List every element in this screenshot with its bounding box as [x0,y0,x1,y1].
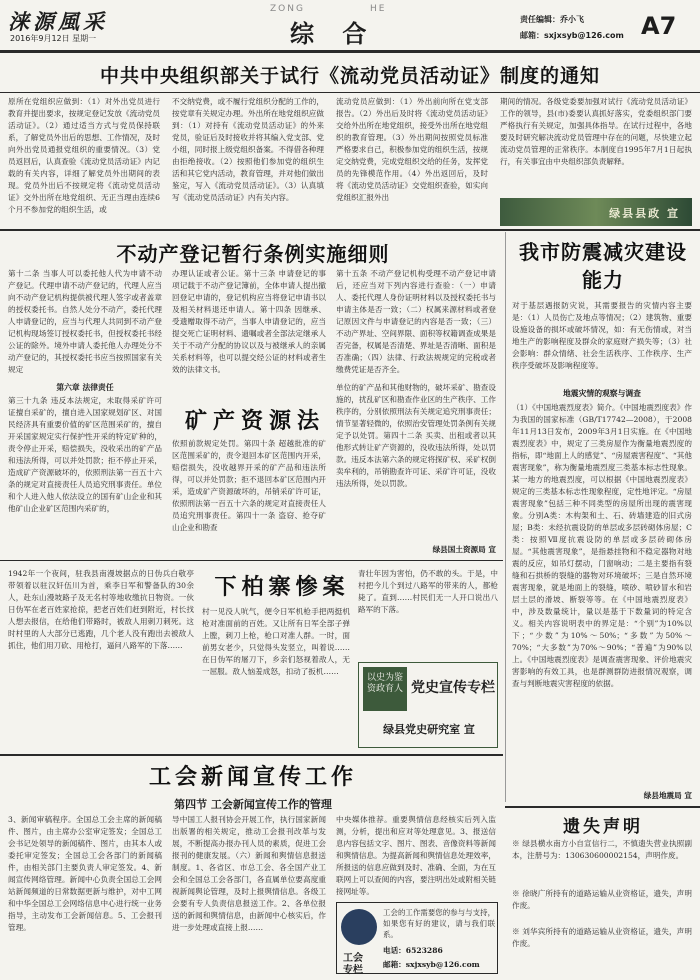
article3-headline [510,238,696,294]
party-ad-title: 党史宣传专栏 [411,680,495,696]
page-number: A7 [641,12,677,40]
article3-subtitle: 地震灾情的观察与调查 [563,389,641,398]
party-history-ad [358,662,498,748]
email-label: 邮箱：sxjxsyb@126.com [520,31,624,40]
party-ad-sign: 绿县党史研究室 宣 [383,723,475,736]
pinyin-left: ZONG [270,4,305,14]
article1-photo [500,198,692,226]
article2-col3b: 单位的矿产品和其他财物的，破坏采矿、勘查设施的，扰乱矿区和勘查作业区的生产秩序、工作秩序的，分别依照刑法有关规定追究刑事责任；情节显著轻微的，依照治安管理处罚条例有关规定予以处罚。第四十二条 买卖、出租或者以其他形式转让矿产资源的，没收违法所得，处以罚款。违反本法第六条的规定将探矿权、采矿权倒卖牟利的，吊销勘查许可证、采矿许可证，没收违法所得，处以罚款。 [336,383,496,488]
article5-col3: 中央媒体推荐。重要舆情信息经核实后列入监测，分析，提出和应对等处理意见。3、报送信息内容包括文字、图片、图表、音像资料等新闻和舆情信息。为提高新闻和舆情信息处理效率，所报送的信息应做到及时、准确、全面，为在互联网上可以查阅的内容，要注明出处或附相关链接网址等。 [336,815,496,896]
article4-col2: 村一见没人吭气，便令日军机枪手把两挺机枪对准面前的百姓。又让所有日军全部子弹上膛，刺刀上枪，枪口对准人群。一时，面前男女老少，只觉得头发竖立，叫着说……在日伪军的屠刀下，乡亲们怒视着敌人，无一屈服。敌人恼羞成怒，扣动了扳机…… [202,607,350,676]
article1-bottom-rule [0,229,700,231]
article1-col3: 流动党员应做到：（1）外出前向所在党支部报告。（2）外出后及时将《流动党员活动证》交给外出所在地党组织，接受外出所在地党组织的教育管理。（3）外出期间按照党员标准严格要求自己，积极参加党的组织生活，按规定交纳党费，完成党组织交给的任务，发挥党员的先锋模范作用。（4）外出返回后，及时将《流动党员活动证》交党组织查验，如实向党组织汇报外出 [336,97,488,202]
right-column-divider [505,232,506,802]
lost-notice-line2: ※ 徐晓广所持有的道路运输从业资格证，遗失，声明作废。 [512,889,692,910]
union-logo-text: 工会 [343,953,363,964]
article4-headline: 下柏寨惨案 [214,575,350,600]
article4-col3: 青壮年因为害怕，仍不敢的头。于是，中村把今儿个到过八路军的带来的人，都枪毙了。直到……村民们无一人开口说出八路军的下落。 [358,569,498,614]
paper-name: 涞源風采 [8,10,108,34]
article3-sign: 绿县地震局 宣 [643,791,692,800]
article5-headline: 工会新闻宣传工作 [148,765,357,790]
lost-notice-title: 遗失声明 [563,817,643,837]
article3-headline-text: 我市防震减灾建设能力 [519,240,687,292]
photo-caption: 绿县县政 宣 [609,207,680,220]
article1-col4: 期间的情况。各级党委要加强对试行《流动党员活动证》工作的领导，县(市)委要认真抓好落实，党委组织部门要严格执行有关规定，加强具体指导。在试行过程中，各地要及时研究解决流动党员管理中存在的问题，尽快建立起流动党员管理的正常秩序。本制度自1995年7月1日起执行，有关事宜由中央组织部负责解释。 [500,97,692,166]
article1-rule [0,92,700,93]
lost-notice-line3: ※ 刘华宾所持有的道路运输从业资格证，遗失，声明作废。 [512,927,692,948]
article4-bottom-rule [0,754,503,756]
article4-col1: 1942年一个夜间，驻我县南漫坡据点的日伪兵白敬亭带领着以驻汉奸伍川为首，乘李日军和警备队的30余人，赴东山漫坡路子及无名村等地收缴抗日物资。一伙日伪军在老百姓家抢掠，把老百姓们赶到附近，村长找人想去报信，在给他们带路时，被敌人用刺刀刺死。这时村里的人大部分已逃跑，几个老人没有跑出去被敌人抓住，他们用刀砍、用枪打，逼问八路军的下落…… [8,569,194,650]
issue-date: 2016年9月12日 星期一 [10,34,97,43]
union-ad [336,902,498,974]
article2-bottom-rule [0,560,503,561]
article3-col-a: 对于基层遇报防灾说，其需要报告的灾情内容主要是：（1）人员伤亡及地点等情况；（2）建筑物、重要设施设备的损坏或破坏情况，如：有无伤情或，对当地生产的影响程度及群众的家庭财产损失等；（3）社会影响：群众情绪、社会生活秩序、工作秩序、生产秩序受破坏及影响程度等。 [512,301,692,370]
union-logo-icon [341,909,377,945]
union-ad-mail: 邮箱：sxjxsyb@126.com [383,960,480,969]
masthead-rule [0,50,700,53]
union-dept: 专栏 [343,965,363,976]
article2-col3a: 第十五条 不动产登记机构受理不动产登记申请后，还应当对下列内容进行查验：（一）申请人、委托代理人身份证明材料以及授权委托书与申请主体是否一致；（二）权属来源材料或者登记原因文件与申请登记的内容是否一致；（三）不动产界址、空间界限、面积等权籍调查成果是否完备，权属是否清楚、界址是否清晰、面积是否准确；（四）法律、行政法规规定的完税或者缴费凭证是否齐全。 [336,269,496,374]
lost-notice-rule [505,806,700,808]
party-ad-slogan: 以史为鉴 资政育人 [366,673,403,694]
article2-col2a: 办理认证或者公证。第十三条 申请登记的事项记载于不动产登记簿前，全体申请人提出撤回登记申请的，登记机构应当将登记申请书以及相关材料退还申请人。第十四条 因继承、受遗赠取得不动产，当事人申请登记的，应当提交死亡证明材料、遗嘱或者全部法定继承人关于不动产分配的协议以及与被继承人的亲属关系材料等，也可以提交经公证的材料或者生效的法律文书。 [172,269,326,374]
article1-col2: 不交纳党费，或不履行党组织分配的工作的，按党章有关规定办理。外出所在地党组织应做到：（1）对持有《流动党员活动证》的外来党员，验证后及时接收并将其编入党支部、党小组，同时报上级党组织备案。不得借各种理由拒绝接收。（2）按照他们参加党的组织生活和其它党内活动，教育管理，并对他们做出鉴定，写入《流动党员活动证》。（3）认真填写《流动党员活动证》内有关内容。 [172,97,324,202]
pinyin-right: HE [370,4,387,14]
lost-notice-line1: ※ 绿县横水南方小自宣信行二，不慎遗失营业执照副本，注册号为：130630600002154，声明作废。 [512,839,692,860]
party-ad-emblem [363,667,407,711]
masthead [0,0,700,52]
article5-subhead: 第四节 工会新闻宣传工作的管理 [174,798,332,811]
article2-col1b: 第三十九条 违反本法规定，未取得采矿许可证擅自采矿的，擅自进入国家规划矿区、对国民经济具有重要价值的矿区范围采矿的，擅自开采国家规定实行保护性开采的特定矿种的，责令停止开采，赔偿损失，没收采出的矿产品和违法所得，可以并处罚款；拒不停止开采，造成矿产资源破坏的，依照刑法第一百五十六条的规定对直接责任人员追究刑事责任。单位和个人进入他人依法设立的国有矿山企业和其他矿山企业矿区范围内采矿的， [8,396,162,513]
article2-headline: 不动产登记暂行条例实施细则 [116,242,390,266]
section-title: 综 合 [290,20,377,48]
union-ad-line1: 工会的工作需要您的参与与支持，如果您有好的建议，请与我们联系。 [383,908,495,939]
article2-sign: 绿县国土资源局 宣 [432,545,496,554]
mineral-law-title: 矿产资源法 [184,409,325,434]
article1-col1: 原所在党组织应做到：（1）对外出党员进行教育并提出要求，按规定登记发放《流动党员活动证》。（2）通过适当方式与党员保持联系，了解党员外出后的思想、工作情况，及时向外出党员通报党组织的重要情况。（3）党员返回后，认真查验《流动党员活动证》内记载的有关内容，详细了解党员外出期间的表现。党员外出后不按规定将《流动党员活动证》交外出所在地党组织、无正当理由连续6个月不参加党的组织生活，或 [8,97,160,214]
article5-col2: 导中国工人报刊协会开展工作，执行国家新闻出版署的相关规定，推动工会报刊改革与发展，不断提高办报办刊人员的素质，促进工会报刊的健康发展。（六）新闻和舆情信息报送制度。1、各省区、市总工会、各全国产业工会和全国总工会各部门，各直属单位要高度重视新闻舆论管理，及时上报舆情信息。各级工会要有专人负责信息报送工作。2、各单位报送的新闻和舆情信息，由新闻中心核实后，作进一步处理或直接上报…… [172,815,326,932]
article2-chapter6: 第六章 法律责任 [56,383,114,392]
article5-col1: 3、新闻审稿程序。全国总工会主席的新闻稿件、图片，由主席办公室审定签发；全国总工会书记处领导的新闻稿件、图片，由其本人或委托审定签发；全国总工会各部门的新闻稿件，由相关部门主要负责人审定签发。4、新闻宣传网络管理。新闻中心负责全国总工会网站新闻频道的日常数据更新与维护，对中工网和中华全国总工会网络信息中心进行统一业务指导，主动发布工会新闻信息。5、工会报刊管理。 [8,815,162,932]
article2-col1a: 第十二条 当事人可以委托他人代为申请不动产登记。代理申请不动产登记的，代理人应当向不动产登记机构提供被代理人签字或者盖章的授权委托书。自然人处分不动产，委托代理人申请登记的，应当与代理人共同到不动产登记机构现场签订授权委托书，但授权委托书经公证的除外。境外申请人委托他人办理处分不动产登记的，其授权委托书应当按照国家有关规定 [8,269,162,374]
union-ad-phone: 电话：6523286 [383,946,443,955]
editor-label: 责任编辑：乔小飞 [520,15,584,24]
article1-headline: 中共中央组织部关于试行《流动党员活动证》制度的通知 [99,65,600,87]
article3-col-b: （1）《中国地震烈度表》简介。《中国地震烈度表》作为我国的国家标准（GB/T17742—2008），于2008年11月13日发布，2009年3月1日实施。在《中国地震烈度表》中，规定了三类房屋作为衡量地震烈度的指标，即“地面上人的感觉”、“房屋震害程度”、“其他震害现象”，称为衡量地震烈度三类基本标志性现象。某一地方的地震烈度，可以根据《中国地震烈度表》规定的三类基本标志性现象程度，定性地评定。“房屋震害现象”包括三种不同类型的房屋所出现的震害现象。分别A类：木构架和土、石、砖墙建造的旧式房屋；B类：未经抗震设防的单层或多层砖砌体房屋；C类：按照Ⅶ度抗震设防的单层或多层砖砌体房屋。“其他震害现象”，是指悬挂物和不稳定器物对地震的反应，如吊灯摆动，门窗响动；二是主要指有裂缝和石拱桥的裂缝的器物对环境破坏；三是自然环境震害现象，就是地面上的裂缝，喷砂、喷砂冒水和岩层土层的滑坡、断裂等等。在《中国地震烈度表》中，涉及数量统计，量以是基于下数量词的特定含义。相关内容说明表中的界定是：“个别”为10%以下；“少数”为10%～50%；“多数”为50%～70%；“大多数”为70%～90%；“普遍”为90%以上。《中国地震烈度表》是调查震害现象、评价地震灾害影响的有效工具，也是群测群防进报情况观察，调查与判断地震灾害程度的依据。 [512,403,692,688]
article2-col2b: 依照前款规定处罚。第四十条 超越批准的矿区范围采矿的，责令退回本矿区范围内开采，赔偿损失，没收越界开采的矿产品和违法所得，可以并处罚款；拒不退回本矿区范围内开采，造成矿产资源破坏的，吊销采矿许可证，依照刑法第一百五十六条的规定对直接责任人员追究刑事责任。第四十一条 盗窃、抢夺矿山企业和勘查 [172,439,326,532]
